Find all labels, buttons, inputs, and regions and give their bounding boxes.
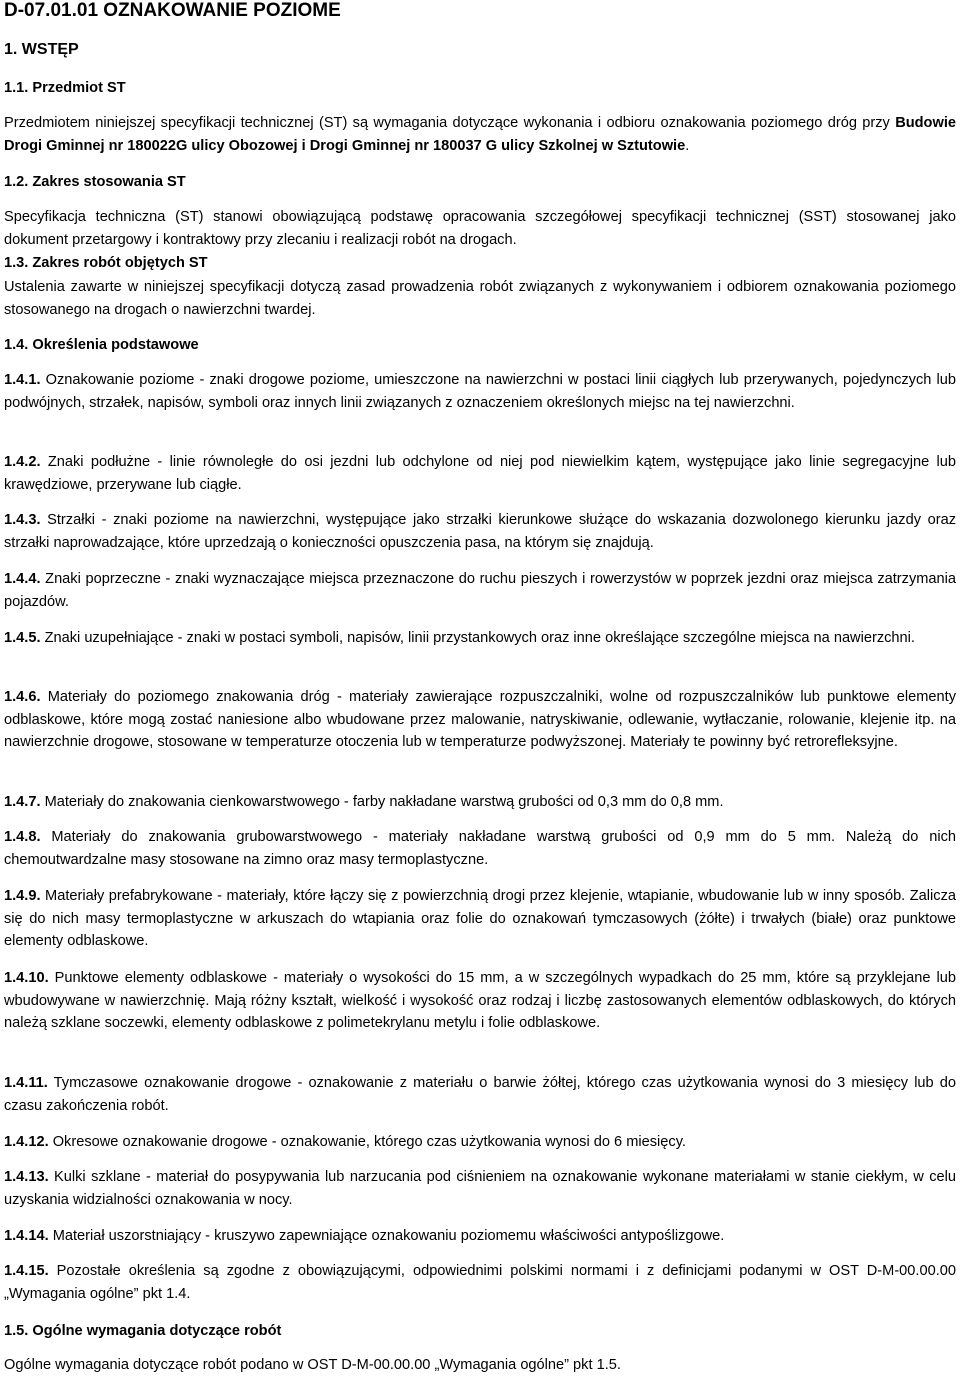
- definition-1-4-12: [4, 1131, 956, 1154]
- definition-text: Materiały do znakowania cienkowarstwowego - farby nakładane warstwą grubości od 0,3 mm do 0,8 mm.: [44, 794, 724, 810]
- heading-1-2: 1.2. Zakres stosowania ST: [4, 174, 186, 190]
- definition-1-4-11: [4, 1072, 956, 1117]
- definition-text: Materiały do poziomego znakowania dróg - materiały zawierające rozpuszczalniki, wolne od rozpuszczalników lub punktowe elementy odblaskowe, które mogą zostać naniesione albo wbudowane przez malowanie, natryskiwanie, odlewanie, wytłaczanie, rolowanie, klejenie itp. na nawierzchnie drogowe, stosowane w temperaturze otoczenia lub w temperaturze podwyższonej. Materiały te powinny być retrorefleksyjne.: [4, 689, 957, 750]
- definition-text: Materiały do znakowania grubowarstwowego - materiały nakładane warstwą grubości od 0,9 mm do 5 mm. Należą do nich chemoutwardzalne masy stosowane na zimno oraz masy termoplastyczne.: [4, 829, 956, 868]
- heading-1-5: 1.5. Ogólne wymagania dotyczące robót: [4, 1323, 282, 1339]
- definition-number: 1.4.13.: [4, 1169, 49, 1185]
- definition-number: 1.4.15.: [4, 1263, 49, 1279]
- definition-text: Znaki podłużne - linie równoległe do osi jezdni lub odchylone od niej pod niewielkim kątem, występujące jako linie segregacyjne lub krawędziowe, przerywane lub ciągłe.: [4, 454, 956, 493]
- definition-1-4-4: [4, 568, 956, 613]
- definition-text: Punktowe elementy odblaskowe - materiały o wysokości do 15 mm, a w szczególnych wypadkach do 25 mm, które są przyklejane lub wbudowywane w nawierzchnię. Mają różny kształt, wielkość i wysokość oraz rodzaj i liczbę zastosowanych elementów odblaskowych, do których należą szklane soczewki, elementy odblaskowe z polimetekrylanu metylu i folie odblaskowe.: [4, 970, 956, 1031]
- section-heading-wstep: 1. WSTĘP: [4, 41, 79, 58]
- definition-1-4-6: [4, 686, 956, 754]
- definition-number: 1.4.11.: [4, 1075, 48, 1091]
- definition-1-4-9: [4, 885, 956, 953]
- definition-1-4-3: [4, 509, 956, 554]
- definition-text: Tymczasowe oznakowanie drogowe - oznakowanie z materiału o barwie żółtej, którego czas użytkowania wynosi do 3 miesięcy lub do czasu zakończenia robót.: [4, 1075, 956, 1114]
- paragraph-1-1: [4, 112, 956, 157]
- definition-1-4-8: [4, 826, 956, 871]
- definition-text: Znaki poprzeczne - znaki wyznaczające miejsca przeznaczone do ruchu pieszych i rowerzystów w poprzek jezdni oraz miejsca zatrzymania pojazdów.: [4, 571, 957, 610]
- definition-text: Strzałki - znaki poziome na nawierzchni, występujące jako strzałki kierunkowe służące do wskazania dozwolonego kierunku jazdy oraz strzałki naprowadzające, które uprzedzają o konieczności opuszczenia pasa, na którym się znajdują.: [4, 512, 957, 551]
- definition-number: 1.4.4.: [4, 571, 41, 587]
- definition-1-4-14: [4, 1225, 956, 1248]
- definition-number: 1.4.5.: [4, 630, 41, 646]
- paragraph-1-5: Ogólne wymagania dotyczące robót podano w OST D-M-00.00.00 „Wymagania ogólne” pkt 1.5.: [4, 1357, 621, 1373]
- definition-number: 1.4.12.: [4, 1134, 49, 1150]
- definition-number: 1.4.9.: [4, 888, 41, 904]
- definition-number: 1.4.3.: [4, 512, 41, 528]
- definition-1-4-10: [4, 967, 956, 1035]
- definition-text: Okresowe oznakowanie drogowe - oznakowanie, którego czas użytkowania wynosi do 6 miesięcy.: [52, 1134, 686, 1150]
- definition-number: 1.4.1.: [4, 372, 41, 388]
- definition-number: 1.4.10.: [4, 970, 49, 986]
- definition-text: Kulki szklane - materiał do posypywania lub narzucania pod ciśnieniem na oznakowanie wykonane materiałami w stanie ciekłym, w celu uzyskania widzialności oznakowania w nocy.: [4, 1169, 956, 1208]
- paragraph-1-1-end: .: [685, 137, 690, 154]
- definition-text: Znaki uzupełniające - znaki w postaci symboli, napisów, linii przystankowych oraz inne określające szczególne miejsca na nawierzchni.: [44, 630, 915, 646]
- definition-1-4-5: [4, 627, 956, 650]
- definition-text: Materiały prefabrykowane - materiały, które łączy się z powierzchnią drogi przez klejenie, wtapianie, wbudowanie lub w inny sposób. Zalicza się do nich masy termoplastyczne w arkuszach do wtapiania oraz folie do oznakowań tymczasowych (żółte) i trwałych (białe) oraz punktowe elementy odblaskowe.: [4, 888, 956, 949]
- heading-1-4: 1.4. Określenia podstawowe: [4, 337, 199, 353]
- paragraph-1-3: Ustalenia zawarte w niniejszej specyfikacji dotyczą zasad prowadzenia robót związanych z wykonywaniem i odbiorem oznakowania poziomego stosowanego na drogach o nawierzchni twardej.: [4, 279, 956, 318]
- definition-1-4-15: [4, 1260, 956, 1305]
- definition-1-4-13: [4, 1166, 956, 1211]
- definition-text: Pozostałe określenia są zgodne z obowiązującymi, odpowiednimi polskimi normami i z definicjami podanymi w OST D-M-00.00.00 „Wymagania ogólne” pkt 1.4.: [4, 1263, 956, 1302]
- heading-1-1: 1.1. Przedmiot ST: [4, 80, 126, 96]
- paragraph-1-2: Specyfikacja techniczna (ST) stanowi obowiązującą podstawę opracowania szczegółowej specyfikacji technicznej (SST) stosowanej jako dokument przetargowy i kontraktowy przy zlecaniu i realizacji robót na drogach.: [4, 209, 956, 248]
- document-title: D-07.01.01 OZNAKOWANIE POZIOME: [4, 0, 341, 21]
- paragraph-1-1-text: Przedmiotem niniejszej specyfikacji technicznej (ST) są wymagania dotyczące wykonania i odbioru oznakowania poziomego dróg przy: [4, 115, 896, 131]
- definition-number: 1.4.2.: [4, 454, 41, 470]
- heading-1-3: 1.3. Zakres robót objętych ST: [4, 255, 208, 271]
- definition-number: 1.4.7.: [4, 794, 41, 810]
- definition-text: Oznakowanie poziome - znaki drogowe poziome, umieszczone na nawierzchni w postaci linii ciągłych lub przerywanych, pojedynczych lub podwójnych, strzałek, napisów, symboli oraz innych linii związanych z oznaczeniem określonych miejsc na tej nawierzchni.: [4, 372, 956, 411]
- definition-1-4-1: [4, 369, 956, 414]
- definition-text: Materiał uszorstniający - kruszywo zapewniające oznakowaniu poziomemu właściwości antypoślizgowe.: [52, 1228, 725, 1244]
- definition-number: 1.4.6.: [4, 689, 41, 705]
- definition-1-4-7: [4, 791, 956, 814]
- definition-number: 1.4.14.: [4, 1228, 49, 1244]
- definition-1-4-2: [4, 451, 956, 496]
- definition-number: 1.4.8.: [4, 829, 41, 845]
- paragraph-1-1-bold: Budowie Drogi Gminnej nr 180022G ulicy Obozowej i Drogi Gminnej nr 180037 G ulicy Szkolnej w Sztutowie: [4, 115, 956, 154]
